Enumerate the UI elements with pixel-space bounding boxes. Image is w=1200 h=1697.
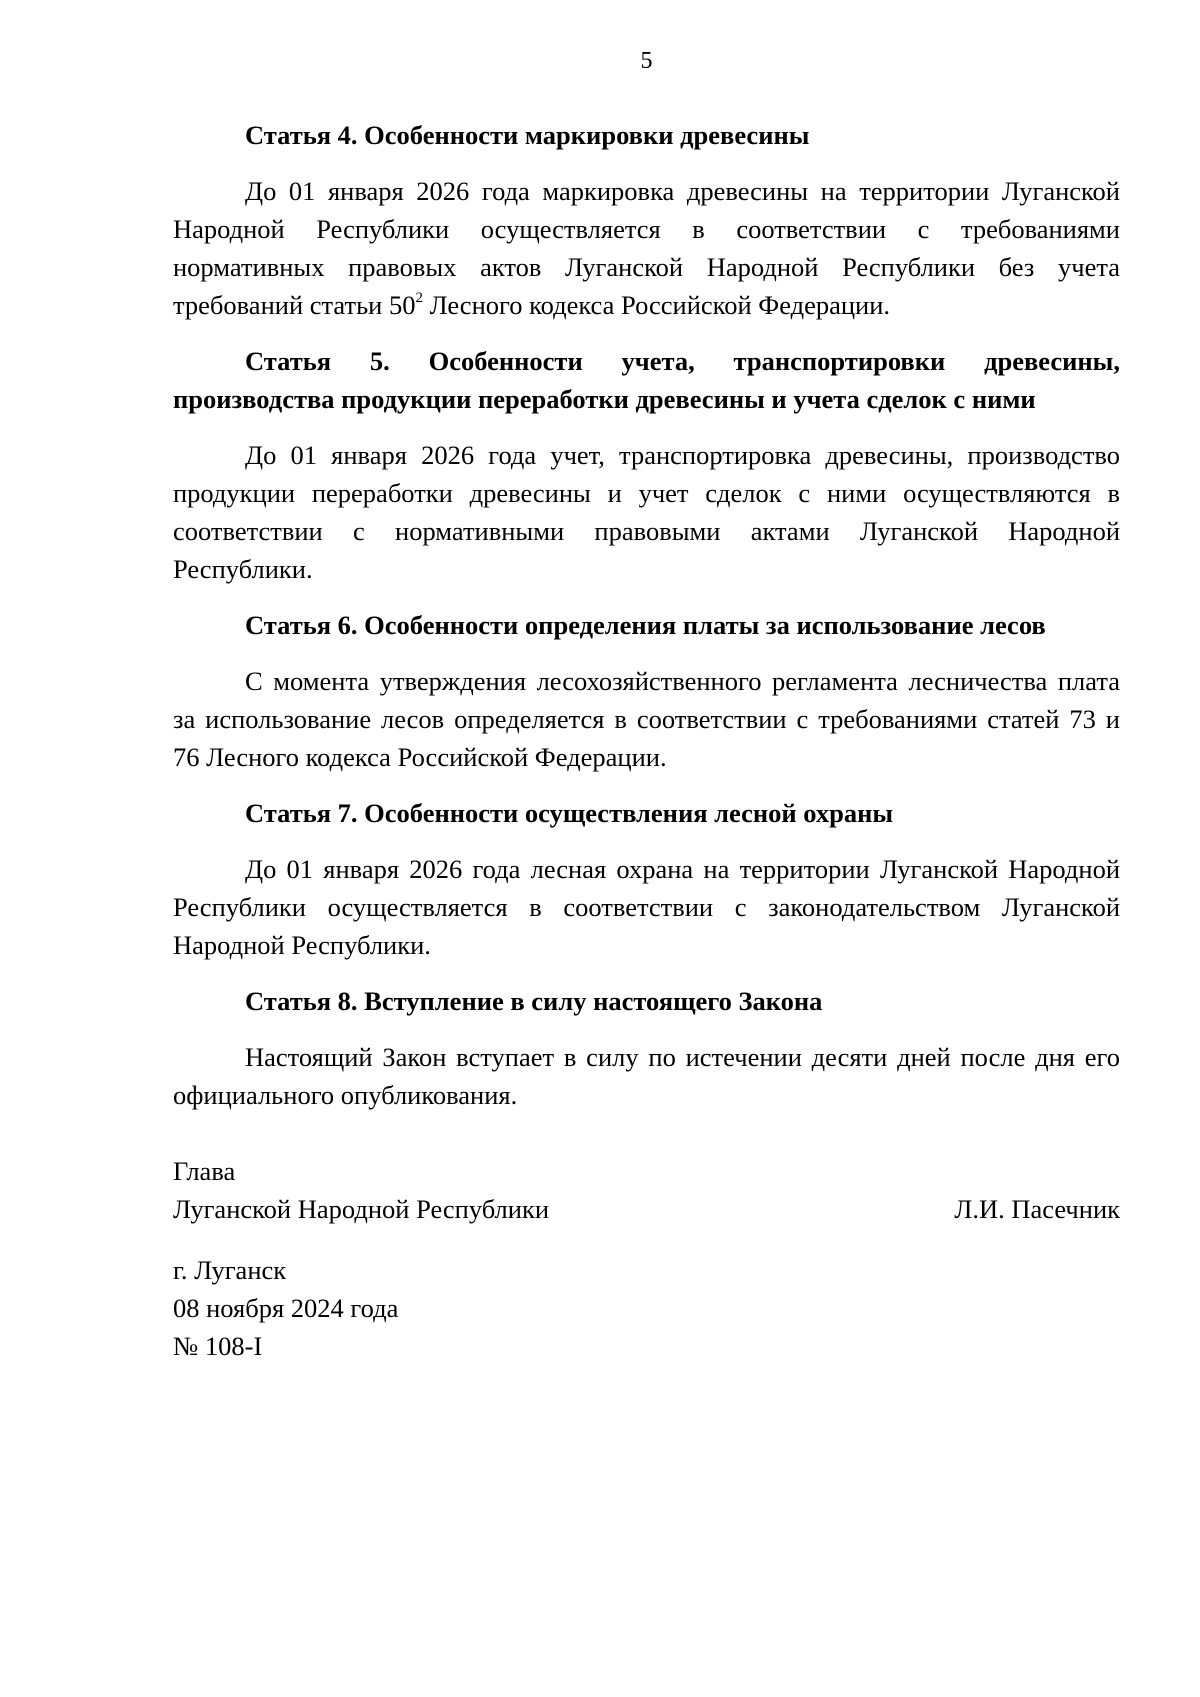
page-number: 5: [640, 48, 653, 74]
article-8-text: Настоящий Закон вступает в силу по истечении десяти дней после дня его официального опубликования.: [173, 1042, 1120, 1110]
signature-block: [173, 1152, 1120, 1228]
article-4-text-tail: Лесного кодекса Российской Федерации.: [422, 290, 891, 320]
signature-title-line2: Луганской Народной Республики: [173, 1194, 550, 1224]
place-city: г. Луганск: [173, 1255, 287, 1285]
article-8-heading: Статья 8. Вступление в силу настоящего Закона: [245, 986, 823, 1016]
article-7-text: До 01 января 2026 года лесная охрана на территории Луганской Народной Республики осуществляется в соответствии с законодательством Луганской Народной Республики.: [173, 854, 1120, 960]
document-number: № 108-I: [173, 1331, 263, 1361]
article-7-heading: Статья 7. Особенности осуществления лесной охраны: [245, 798, 894, 828]
document-body: [173, 116, 1120, 1365]
document-date: 08 ноября 2024 года: [173, 1293, 399, 1323]
signatory-name: Л.И. Пасечник: [954, 1194, 1120, 1224]
article-4-superscript: 2: [415, 290, 423, 306]
article-5-text: До 01 января 2026 года учет, транспортировка древесины, производство продукции переработки древесины и учет сделок с ними осуществляются в соответствии с нормативными правовыми актами Луганской Народной Республики.: [173, 440, 1120, 584]
signature-title-line1: Глава: [173, 1156, 236, 1186]
article-6-heading: Статья 6. Особенности определения платы за использование лесов: [245, 610, 1046, 640]
signature-row: [173, 1190, 1120, 1228]
article-4-text-main: До 01 января 2026 года маркировка древесины на территории Луганской Народной Республики осуществляется в соответствии с требованиями нормативных правовых актов Луганской Народной Республики без учета требований статьи 50: [173, 176, 1120, 320]
article-5-heading: Статья 5. Особенности учета, транспортировки древесины, производства продукции переработки древесины и учета сделок с ними: [173, 346, 1120, 414]
article-4-heading: Статья 4. Особенности маркировки древесины: [245, 120, 810, 150]
article-6-text: С момента утверждения лесохозяйственного регламента лесничества плата за использование лесов определяется в соответствии с требованиями статей 73 и 76 Лесного кодекса Российской Федерации.: [173, 666, 1120, 772]
article-4-text: [173, 172, 1120, 324]
place-date-block: [173, 1251, 1120, 1365]
